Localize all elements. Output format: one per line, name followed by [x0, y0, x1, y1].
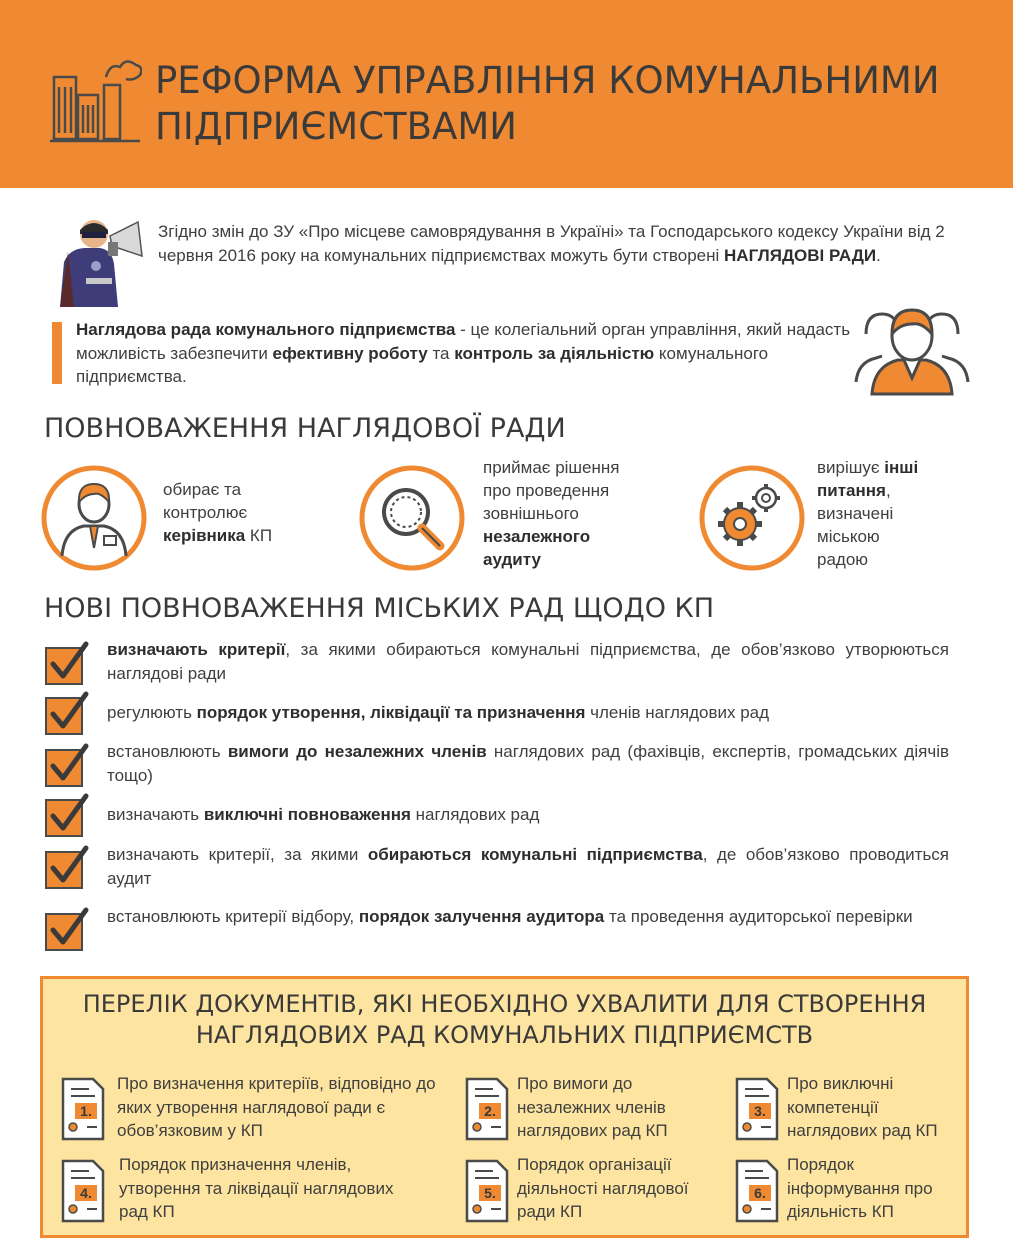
board-members-icon — [852, 304, 972, 396]
power-2-line3: зовнішнього — [483, 504, 579, 523]
powers-section-title: ПОВНОВАЖЕННЯ НАГЛЯДОВОЇ РАДИ — [44, 413, 566, 444]
power-item-2 — [483, 456, 620, 571]
city-power-item-3 — [107, 740, 949, 788]
city-power-5-text: , де обов’язково проводиться аудит — [107, 845, 950, 888]
power-1-line1: обирає та — [163, 480, 242, 499]
document-icon — [733, 1075, 781, 1143]
city-power-1-text: , за якими обираються комунальні підприємства, де обов’язково утворюються наглядові ради — [107, 640, 949, 683]
definition-bold-2: ефективну роботу — [272, 343, 428, 363]
power-1-rest: КП — [245, 526, 273, 545]
power-3-line3: визначені — [817, 504, 894, 523]
definition-text-1: - це колегіальний орган управління, який надасть можливість забезпечити — [76, 320, 851, 363]
power-1-bold: керівника — [163, 526, 246, 545]
intro-bold: НАГЛЯДОВІ РАДИ — [724, 245, 877, 265]
document-number: 2. — [484, 1103, 496, 1119]
definition-accent-bar — [52, 322, 62, 384]
document-icon — [59, 1075, 107, 1143]
definition-text-3: комунального підприємства. — [76, 343, 769, 386]
checkbox-checked-icon — [44, 690, 90, 736]
checkbox-checked-icon — [44, 906, 90, 952]
city-power-5-pre: визначають критерії, за якими — [107, 845, 368, 864]
city-power-4-text: наглядових рад — [410, 805, 540, 824]
city-power-6-text: та проведення аудиторської перевірки — [604, 907, 913, 926]
city-power-6-bold: порядок залучення аудитора — [358, 907, 605, 926]
power-2-bold2: аудиту — [483, 550, 541, 569]
checkbox-checked-icon — [44, 742, 90, 788]
document-item-2: Про вимоги до незалежних членів наглядових рад КП — [517, 1074, 668, 1140]
city-power-5-bold: обираються комунальні підприємства — [367, 845, 703, 864]
city-power-item-4 — [107, 803, 949, 827]
power-3-bold2: питання — [817, 481, 886, 500]
city-power-3-pre: встановлюють — [107, 742, 228, 761]
power-3-line5: радою — [817, 550, 869, 569]
power-3-pre: вирішує — [817, 458, 885, 477]
documents-title-line2: НАГЛЯДОВИХ РАД КОМУНАЛЬНИХ ПІДПРИЄМСТВ — [195, 1021, 814, 1049]
city-power-item-6 — [107, 905, 949, 929]
documents-title-line1: ПЕРЕЛІК ДОКУМЕНТІВ, ЯКІ НЕОБХІДНО УХВАЛИТИ ДЛЯ СТВОРЕННЯ — [82, 990, 927, 1018]
power-item-3 — [817, 456, 918, 571]
document-item-4: Порядок призначення членів, утворення та ліквідації наглядових рад КП — [119, 1155, 394, 1221]
definition-bold-3: контроль за діяльністю — [454, 343, 655, 363]
intro-text: Згідно змін до ЗУ «Про місцеве самоврядування в Україні» та Господарського кодексу України від 2 червня 2016 року на комунальних підприємствах можуть бути створені — [158, 222, 945, 265]
page-title — [155, 58, 995, 150]
definition-bold-1: Наглядова рада комунального підприємства — [76, 320, 456, 339]
city-buildings-icon — [50, 55, 142, 145]
manager-icon — [40, 464, 148, 572]
city-power-2-bold: порядок утворення, ліквідації та призначення — [196, 703, 586, 722]
document-number: 3. — [754, 1103, 766, 1119]
page-title-line2: ПІДПРИЄМСТВАМИ — [155, 105, 517, 148]
city-power-1-bold: визначають критерії — [107, 640, 286, 659]
documents-title — [43, 989, 966, 1051]
document-item-6: Порядок інформування про діяльність КП — [787, 1155, 933, 1221]
city-power-2-text: членів наглядових рад — [585, 703, 770, 722]
city-power-3-bold: вимоги до незалежних членів — [227, 742, 487, 761]
intro-end: . — [876, 245, 881, 265]
document-icon — [463, 1157, 511, 1225]
city-power-2-pre: регулюють — [107, 703, 197, 722]
power-item-1 — [163, 478, 272, 547]
power-1-line2: контролює — [163, 503, 248, 522]
checkbox-checked-icon — [44, 640, 90, 686]
city-power-4-pre: визначають — [107, 805, 204, 824]
superhero-megaphone-illustration — [50, 212, 150, 307]
document-number: 4. — [80, 1185, 92, 1201]
document-icon — [733, 1157, 781, 1225]
document-number: 5. — [484, 1185, 496, 1201]
power-2-line2: про проведення — [483, 481, 610, 500]
power-3-line4: міською — [817, 527, 880, 546]
page-title-line1: РЕФОРМА УПРАВЛІННЯ КОМУНАЛЬНИМИ — [155, 59, 940, 102]
city-power-6-pre: встановлюють критерії відбору, — [107, 907, 359, 926]
header-banner — [0, 0, 1013, 188]
city-power-item-2 — [107, 701, 949, 725]
document-number: 6. — [754, 1185, 766, 1201]
document-item-5: Порядок організації діяльності наглядової ради КП — [517, 1155, 689, 1221]
document-item-1: Про визначення критеріїв, відповідно до яких утворення наглядової ради є обов’язковим у КП — [117, 1074, 436, 1140]
checkbox-checked-icon — [44, 844, 90, 890]
power-3-comma: , — [885, 481, 891, 500]
magnifier-icon — [358, 464, 466, 572]
power-2-line1: приймає рішення — [483, 458, 620, 477]
city-powers-section-title: НОВІ ПОВНОВАЖЕННЯ МІСЬКИХ РАД ЩОДО КП — [44, 593, 715, 624]
document-number: 1. — [80, 1103, 92, 1119]
checkbox-checked-icon — [44, 792, 90, 838]
power-2-bold1: незалежного — [483, 527, 591, 546]
city-power-item-1 — [107, 638, 949, 686]
city-power-4-bold: виключні повноваження — [203, 805, 411, 824]
power-3-bold1: інші — [884, 458, 919, 477]
intro-paragraph — [158, 220, 958, 267]
document-icon — [59, 1157, 107, 1225]
definition-paragraph — [76, 318, 856, 389]
documents-box — [40, 976, 969, 1238]
document-item-3: Про виключні компетенції наглядових рад КП — [787, 1074, 938, 1140]
gears-icon — [698, 464, 806, 572]
definition-text-2: та — [427, 343, 455, 363]
city-power-item-5 — [107, 843, 949, 891]
document-icon — [463, 1075, 511, 1143]
city-power-3-text: наглядових рад (фахівців, експертів, громадських діячів тощо) — [107, 742, 949, 785]
